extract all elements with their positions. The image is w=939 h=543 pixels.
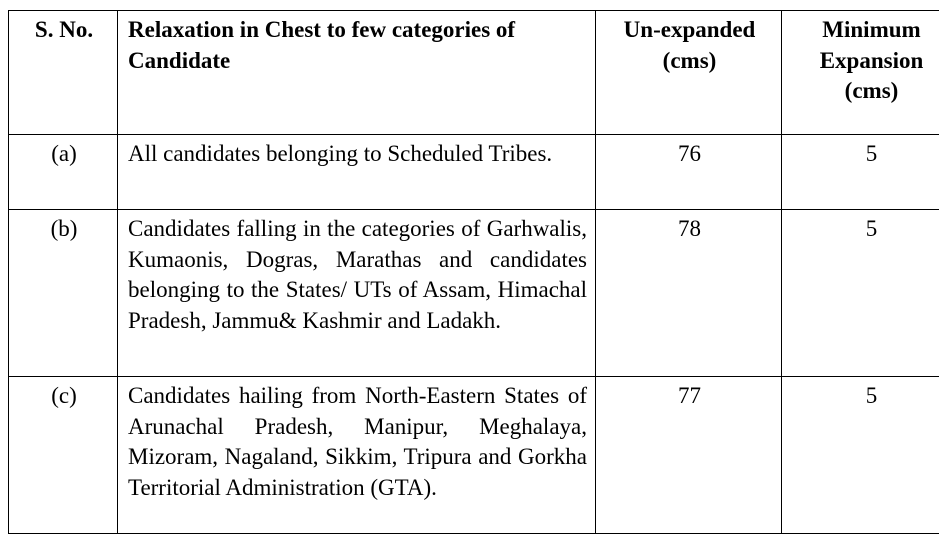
row-description: Candidates falling in the categories of Garhwalis, Kumaonis, Dogras, Marathas and candidates belonging to the States/ UTs of Assam, Himachal Pradesh, Jammu& Kashmir and Ladakh.	[118, 210, 596, 377]
header-min-expansion: Minimum Expansion (cms)	[782, 11, 939, 135]
row-sno: (c)	[9, 377, 118, 534]
row-unexpanded: 77	[596, 377, 782, 534]
row-sno: (a)	[9, 135, 118, 210]
table-row	[9, 135, 939, 210]
header-unexpanded: Un-expanded (cms)	[596, 11, 782, 135]
row-description: All candidates belonging to Scheduled Tribes.	[118, 135, 596, 210]
table-header-row	[9, 11, 939, 135]
row-description: Candidates hailing from North-Eastern States of Arunachal Pradesh, Manipur, Meghalaya, Mizoram, Nagaland, Sikkim, Tripura and Gorkha Territorial Administration (GTA).	[118, 377, 596, 534]
header-sno: S. No.	[9, 11, 118, 135]
header-relaxation: Relaxation in Chest to few categories of Candidate	[118, 11, 596, 135]
table-row	[9, 377, 939, 534]
row-min-expansion: 5	[782, 377, 939, 534]
row-unexpanded: 76	[596, 135, 782, 210]
row-unexpanded: 78	[596, 210, 782, 377]
table-row	[9, 210, 939, 377]
row-min-expansion: 5	[782, 210, 939, 377]
row-min-expansion: 5	[782, 135, 939, 210]
row-sno: (b)	[9, 210, 118, 377]
chest-relaxation-table	[8, 10, 939, 534]
